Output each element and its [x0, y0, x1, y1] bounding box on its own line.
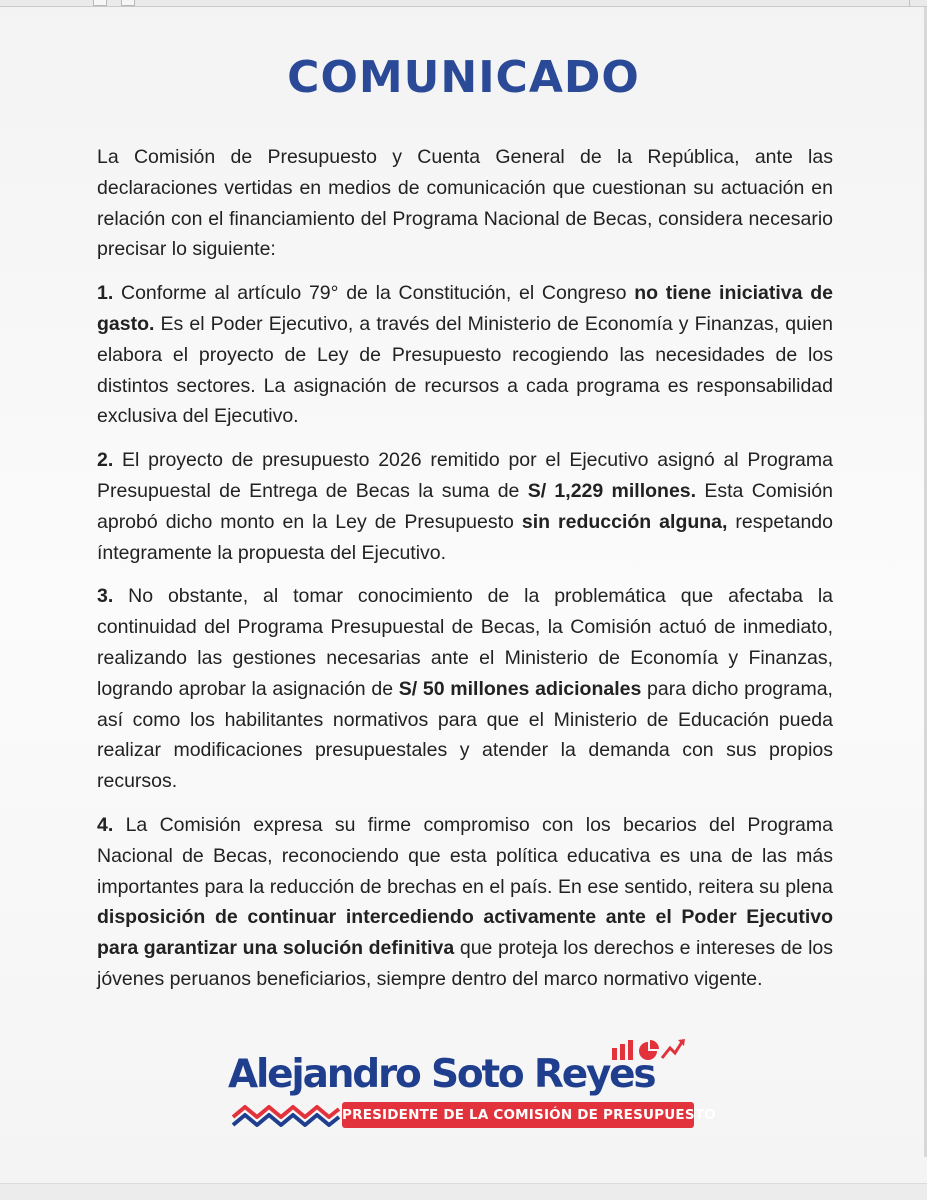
- point-number: 1.: [97, 282, 114, 305]
- point-text: Conforme al artículo 79° de la Constitución, el Congreso: [113, 282, 635, 305]
- toolbar-tab-marker: [93, 0, 107, 6]
- point-text: Esta Comisión aprobó dicho monto en la Ley de Presupuesto: [97, 479, 833, 533]
- point-text: para dicho programa, así como los habilitantes normativos para que el Ministerio de Educación pueda realizar modificaciones presupuestales y atender la demanda con sus propios recursos.: [97, 677, 833, 793]
- point-4: [97, 810, 833, 995]
- point-number: 3.: [97, 585, 114, 608]
- document-heading: COMUNICADO: [287, 52, 640, 103]
- point-emphasis: disposición de continuar intercediendo activamente ante el Poder Ejecutivo para garantizar una solución definitiva: [97, 906, 833, 960]
- toolbar-tab-marker: [121, 0, 135, 6]
- point-number: 2.: [97, 449, 114, 472]
- document-body: [97, 142, 833, 1008]
- signatory-name: Alejandro Soto Reyes: [228, 1052, 655, 1097]
- intro-paragraph: La Comisión de Presupuesto y Cuenta General de la República, ante las declaraciones vertidas en medios de comunicación que cuestionan su actuación en relación con el financiamiento del Programa Nacional de Becas, considera necesario precisar lo siguiente:: [97, 146, 833, 261]
- point-number: 4.: [97, 813, 114, 836]
- signatory-title: PRESIDENTE DE LA COMISIÓN DE PRESUPUESTO: [342, 1102, 694, 1128]
- mountains-logo-icon: [231, 1101, 341, 1129]
- point-text: respetando íntegramente la propuesta del Ejecutivo.: [97, 510, 833, 564]
- point-text: La Comisión expresa su firme compromiso con los becarios del Programa Nacional de Becas, reconociendo que esta política educativa es una de las más importantes para la reducción de brechas en el país. En ese sentido, reitera su plena: [97, 813, 833, 898]
- point-2: [97, 445, 833, 568]
- point-text: Es el Poder Ejecutivo, a través del Ministerio de Economía y Finanzas, quien elabora el proyecto de Ley de Presupuesto recogiendo las necesidades de los distintos sectores. La asignación de recursos a cada programa es responsabilidad exclusiva del Ejecutivo.: [97, 312, 833, 428]
- point-emphasis: no tiene iniciativa de gasto.: [97, 282, 833, 335]
- point-3: [97, 581, 833, 797]
- window-bottom-bar: [0, 1183, 927, 1200]
- point-emphasis: S/ 50 millones adicionales: [398, 677, 642, 700]
- point-text: El proyecto de presupuesto 2026 remitido por el Ejecutivo asignó al Programa Presupuestal de Entrega de Becas la suma de: [97, 449, 833, 502]
- point-text: No obstante, al tomar conocimiento de la problemática que afectaba la continuidad del Programa Presupuestal de Becas, la Comisión actuó de inmediato, realizando las gestiones necesarias ante el Ministerio de Economía y Finanzas, logrando aprobar la asignación de: [97, 585, 833, 700]
- point-1: [97, 278, 833, 432]
- point-emphasis: sin reducción alguna,: [521, 510, 728, 533]
- signature-block: [228, 1028, 716, 1138]
- point-text: que proteja los derechos e intereses de los jóvenes peruanos beneficiarios, siempre dentro del marco normativo vigente.: [97, 937, 833, 990]
- window-top-bar: [0, 0, 927, 7]
- window-corner: [909, 0, 927, 6]
- point-emphasis: S/ 1,229 millones.: [527, 479, 697, 502]
